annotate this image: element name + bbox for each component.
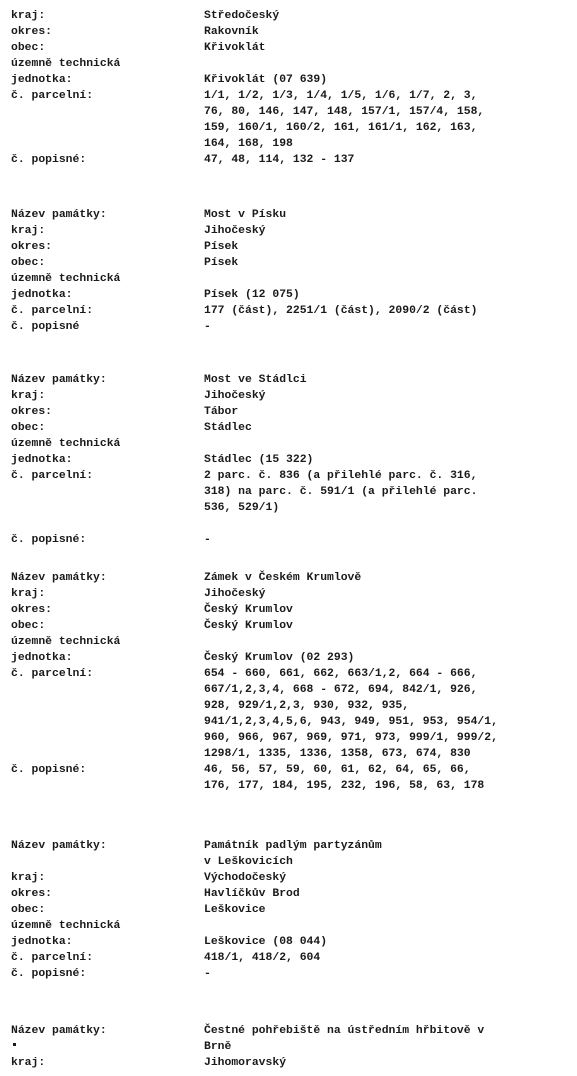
- field-value: Stádlec (15 322): [204, 454, 314, 466]
- field-label: č. parcelní:: [11, 668, 94, 680]
- field-value: 2 parc. č. 836 (a přilehlé parc. č. 316,: [204, 470, 478, 482]
- field-value: Jihomoravský: [204, 1057, 287, 1069]
- field-value: 159, 160/1, 160/2, 161, 161/1, 162, 163,: [204, 122, 478, 134]
- field-label: územně technická: [11, 636, 121, 648]
- field-label: č. parcelní:: [11, 470, 94, 482]
- field-value: Havlíčkův Brod: [204, 888, 300, 900]
- field-value: 176, 177, 184, 195, 232, 196, 58, 63, 178: [204, 780, 485, 792]
- field-value: Most ve Stádlci: [204, 374, 307, 386]
- field-value: 1/1, 1/2, 1/3, 1/4, 1/5, 1/6, 1/7, 2, 3,: [204, 90, 478, 102]
- field-label: okres:: [11, 604, 53, 616]
- field-value: Jihočeský: [204, 390, 266, 402]
- field-value: 960, 966, 967, 969, 971, 973, 999/1, 999/2,: [204, 732, 498, 744]
- field-label: územně technická: [11, 58, 121, 70]
- field-label: jednotka:: [11, 652, 73, 664]
- field-label: obec:: [11, 257, 46, 269]
- field-value: 667/1,2,3,4, 668 - 672, 694, 842/1, 926,: [204, 684, 478, 696]
- field-value: Stádlec: [204, 422, 252, 434]
- field-value: Český Krumlov: [204, 604, 293, 616]
- field-label: obec:: [11, 422, 46, 434]
- field-value: Brně: [204, 1041, 232, 1053]
- stray-mark: [13, 1043, 16, 1046]
- field-label: obec:: [11, 904, 46, 916]
- field-value: Leškovice: [204, 904, 266, 916]
- field-label: okres:: [11, 241, 53, 253]
- field-label: okres:: [11, 888, 53, 900]
- field-label: jednotka:: [11, 74, 73, 86]
- field-value: Písek: [204, 257, 239, 269]
- field-value: Křivoklát (07 639): [204, 74, 328, 86]
- field-value: 164, 168, 198: [204, 138, 293, 150]
- field-label: Název památky:: [11, 1025, 107, 1037]
- field-label: kraj:: [11, 588, 46, 600]
- field-label: kraj:: [11, 390, 46, 402]
- field-value: Jihočeský: [204, 588, 266, 600]
- field-value: Středočeský: [204, 10, 280, 22]
- field-value: Zámek v Českém Krumlově: [204, 572, 362, 584]
- field-label: okres:: [11, 406, 53, 418]
- field-label: kraj:: [11, 10, 46, 22]
- field-label: Název památky:: [11, 572, 107, 584]
- field-value: -: [204, 321, 211, 333]
- field-value: 76, 80, 146, 147, 148, 157/1, 157/4, 158,: [204, 106, 485, 118]
- field-label: kraj:: [11, 1057, 46, 1069]
- field-value: v Leškovicích: [204, 856, 293, 868]
- field-value: -: [204, 968, 211, 980]
- field-value: Rakovník: [204, 26, 259, 38]
- field-label: č. popisné:: [11, 534, 87, 546]
- field-label: č. popisné:: [11, 968, 87, 980]
- field-value: 318) na parc. č. 591/1 (a přilehlé parc.: [204, 486, 478, 498]
- field-label: jednotka:: [11, 454, 73, 466]
- field-label: obec:: [11, 42, 46, 54]
- field-value: Křivoklát: [204, 42, 266, 54]
- field-value: 418/1, 418/2, 604: [204, 952, 321, 964]
- field-value: 47, 48, 114, 132 - 137: [204, 154, 355, 166]
- field-label: územně technická: [11, 920, 121, 932]
- field-label: Název památky:: [11, 209, 107, 221]
- field-label: č. parcelní:: [11, 952, 94, 964]
- field-value: Most v Písku: [204, 209, 287, 221]
- field-value: 654 - 660, 661, 662, 663/1,2, 664 - 666,: [204, 668, 478, 680]
- field-label: Název památky:: [11, 374, 107, 386]
- field-label: územně technická: [11, 273, 121, 285]
- field-value: Leškovice (08 044): [204, 936, 328, 948]
- field-value: Písek (12 075): [204, 289, 300, 301]
- field-value: Český Krumlov: [204, 620, 293, 632]
- field-label: jednotka:: [11, 936, 73, 948]
- field-value: 941/1,2,3,4,5,6, 943, 949, 951, 953, 954/1,: [204, 716, 498, 728]
- field-value: Památník padlým partyzánům: [204, 840, 382, 852]
- field-label: územně technická: [11, 438, 121, 450]
- field-value: Český Krumlov (02 293): [204, 652, 355, 664]
- field-value: Tábor: [204, 406, 239, 418]
- field-value: 928, 929/1,2,3, 930, 932, 935,: [204, 700, 410, 712]
- field-label: č. popisné: [11, 321, 80, 333]
- field-label: jednotka:: [11, 289, 73, 301]
- field-label: obec:: [11, 620, 46, 632]
- field-value: Jihočeský: [204, 225, 266, 237]
- field-label: kraj:: [11, 872, 46, 884]
- field-value: Východočeský: [204, 872, 287, 884]
- field-label: kraj:: [11, 225, 46, 237]
- field-value: 46, 56, 57, 59, 60, 61, 62, 64, 65, 66,: [204, 764, 471, 776]
- field-label: č. popisné:: [11, 764, 87, 776]
- field-label: č. parcelní:: [11, 305, 94, 317]
- field-value: 536, 529/1): [204, 502, 280, 514]
- field-label: č. parcelní:: [11, 90, 94, 102]
- field-label: Název památky:: [11, 840, 107, 852]
- field-label: okres:: [11, 26, 53, 38]
- field-value: Čestné pohřebiště na ústředním hřbitově v: [204, 1025, 485, 1037]
- field-label: č. popisné:: [11, 154, 87, 166]
- field-value: 177 (část), 2251/1 (část), 2090/2 (část): [204, 305, 478, 317]
- field-value: -: [204, 534, 211, 546]
- field-value: 1298/1, 1335, 1336, 1358, 673, 674, 830: [204, 748, 471, 760]
- field-value: Písek: [204, 241, 239, 253]
